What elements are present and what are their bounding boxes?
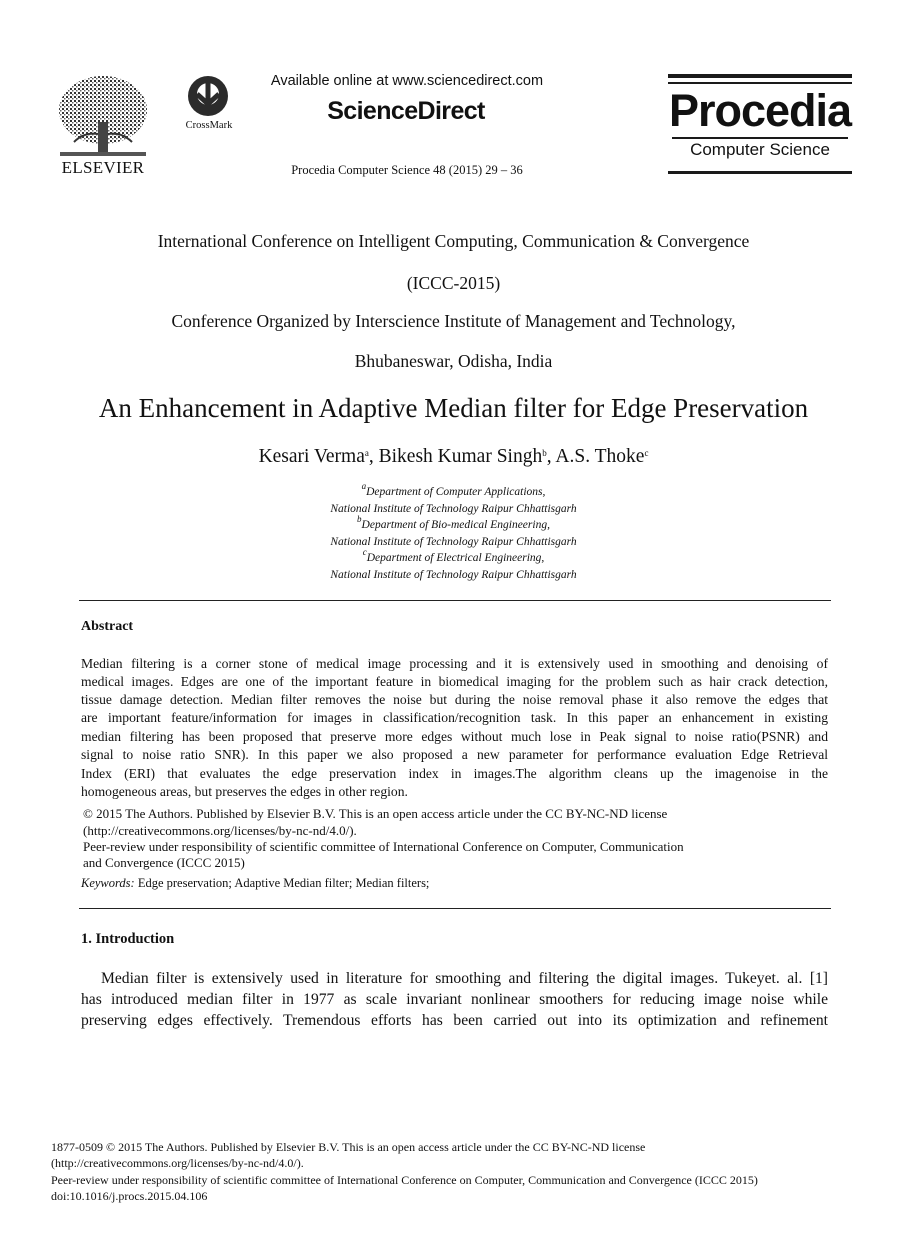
author-name: A.S. Thoke xyxy=(555,446,645,467)
abstract-line: Index (ERI) that evaluates the edge preservation index in images.The algorithm cleans up the imagenoise in the xyxy=(81,766,828,781)
footer-license-link[interactable]: (http://creativecommons.org/licenses/by-nc-nd/4.0/). xyxy=(51,1156,304,1170)
introduction-line: has introduced median filter in 1977 as scale invariant nonlinear smoothers for reducing image noise while xyxy=(81,991,828,1008)
sciencedirect-wordmark[interactable]: ScienceDirect xyxy=(327,97,485,125)
elsevier-logo xyxy=(54,72,152,180)
brand-rule-top-thin xyxy=(668,82,852,84)
affiliation-line xyxy=(150,481,757,501)
affiliation-text: National Institute of Technology Raipur Chhattisgarh xyxy=(330,535,577,548)
footer-issn-line: 1877-0509 © 2015 The Authors. Published by Elsevier B.V. This is an open access article under the CC BY-NC-ND license xyxy=(51,1140,646,1154)
affiliation-sup: a xyxy=(361,481,367,491)
abstract-line: medical images. Edges are one of the important feature in biomedical imaging for the problem such as hair crack detection, xyxy=(81,674,828,689)
footer-peer-review: Peer-review under responsibility of scientific committee of International Conference on Computer, Communication and Convergence (ICCC 2015) xyxy=(51,1173,758,1187)
paper-title: An Enhancement in Adaptive Median filter for Edge Preservation xyxy=(98,393,809,423)
abstract-line: median filtering has been proposed that preserve more edges without much lose in Peak signal to noise ratio(PSNR) and xyxy=(81,729,828,744)
brand-rule-top-thick xyxy=(668,74,852,78)
peer-review-line: and Convergence (ICCC 2015) xyxy=(83,855,245,870)
introduction-line: Median filter is extensively used in literature for smoothing and filtering the digital images. Tukeyet. al. [1] xyxy=(101,970,828,987)
author-separator: , xyxy=(546,446,556,467)
keywords-label: Keywords: xyxy=(81,876,135,890)
abstract-line: are important feature/information for images in classification/recognition task. In this paper an enhancement in existing xyxy=(81,710,828,725)
keywords-list: Edge preservation; Adaptive Median filter; Median filters; xyxy=(134,876,430,890)
license-line: © 2015 The Authors. Published by Elsevier B.V. This is an open access article under the CC BY-NC-ND license xyxy=(83,806,668,821)
conference-location: Bhubaneswar, Odisha, India xyxy=(354,351,553,371)
author-sup: a xyxy=(364,448,369,458)
affiliation-text: Department of Electrical Engineering, xyxy=(366,552,545,565)
elsevier-tree-icon xyxy=(54,72,152,160)
crossmark-logo[interactable] xyxy=(178,74,240,134)
crossmark-label: CrossMark xyxy=(185,120,233,131)
affiliation-text: National Institute of Technology Raipur Chhattisgarh xyxy=(330,568,577,581)
procedia-brand xyxy=(668,74,852,176)
procedia-subtitle: Computer Science xyxy=(690,140,830,159)
affiliation-sup: c xyxy=(362,547,367,558)
affiliation-line xyxy=(150,534,757,551)
abstract-line: tissue damage detection. Median filter removes the noise but during the noise removal phase it also remove the edges that xyxy=(81,692,828,707)
author-sup: c xyxy=(644,448,649,458)
author-name: Bikesh Kumar Singh xyxy=(378,446,543,467)
affiliation-sup: b xyxy=(357,514,362,525)
abstract-line: Median filtering is a corner stone of medical image processing and it is extensively used in smoothing and denoising of xyxy=(81,656,828,671)
crossmark-icon xyxy=(178,74,240,120)
author-list xyxy=(40,446,867,468)
divider-bottom xyxy=(79,908,831,909)
affiliation-line xyxy=(150,547,757,567)
journal-reference: Procedia Computer Science 48 (2015) 29 – 36 xyxy=(291,163,523,177)
author-separator: , xyxy=(368,446,379,467)
affiliation-text: Department of Computer Applications, xyxy=(366,486,546,498)
affiliation-text: National Institute of Technology Raipur Chhattisgarh xyxy=(330,502,577,515)
brand-rule-bottom xyxy=(668,171,852,174)
peer-review-line: Peer-review under responsibility of scientific committee of International Conference on Computer, Communication xyxy=(83,839,684,854)
affiliation-line xyxy=(150,567,757,584)
author-sup: b xyxy=(542,448,547,458)
affiliation-line xyxy=(150,501,757,518)
introduction-line: preserving edges effectively. Tremendous efforts has been carried out into its optimization and refinement xyxy=(81,1012,828,1029)
keywords xyxy=(81,876,429,891)
section-heading-introduction: 1. Introduction xyxy=(81,931,175,947)
conference-name: International Conference on Intelligent Computing, Communication & Convergence xyxy=(157,231,750,251)
footer-doi[interactable]: doi:10.1016/j.procs.2015.04.106 xyxy=(51,1189,208,1203)
author-name: Kesari Verma xyxy=(258,446,365,467)
divider-top xyxy=(79,600,831,601)
affiliation-line xyxy=(150,514,757,534)
affiliations xyxy=(150,481,757,584)
abstract-line: homogeneous areas, but preserves the edges in other region. xyxy=(81,784,408,799)
elsevier-wordmark: ELSEVIER xyxy=(61,158,145,177)
conference-organizer: Conference Organized by Interscience Institute of Management and Technology, xyxy=(171,311,736,331)
available-online-text: Available online at www.sciencedirect.com xyxy=(270,73,544,89)
abstract-heading: Abstract xyxy=(81,619,134,634)
conference-acronym: (ICCC-2015) xyxy=(406,273,501,293)
brand-rule-mid xyxy=(672,137,848,139)
affiliation-text: Department of Bio-medical Engineering, xyxy=(361,519,550,532)
abstract-line: signal to noise ratio SNR). In this paper we also proposed a new parameter for performance evaluation Edge Retrieval xyxy=(81,747,828,762)
procedia-title: Procedia xyxy=(668,85,852,136)
license-link[interactable]: (http://creativecommons.org/licenses/by-nc-nd/4.0/). xyxy=(83,823,357,838)
